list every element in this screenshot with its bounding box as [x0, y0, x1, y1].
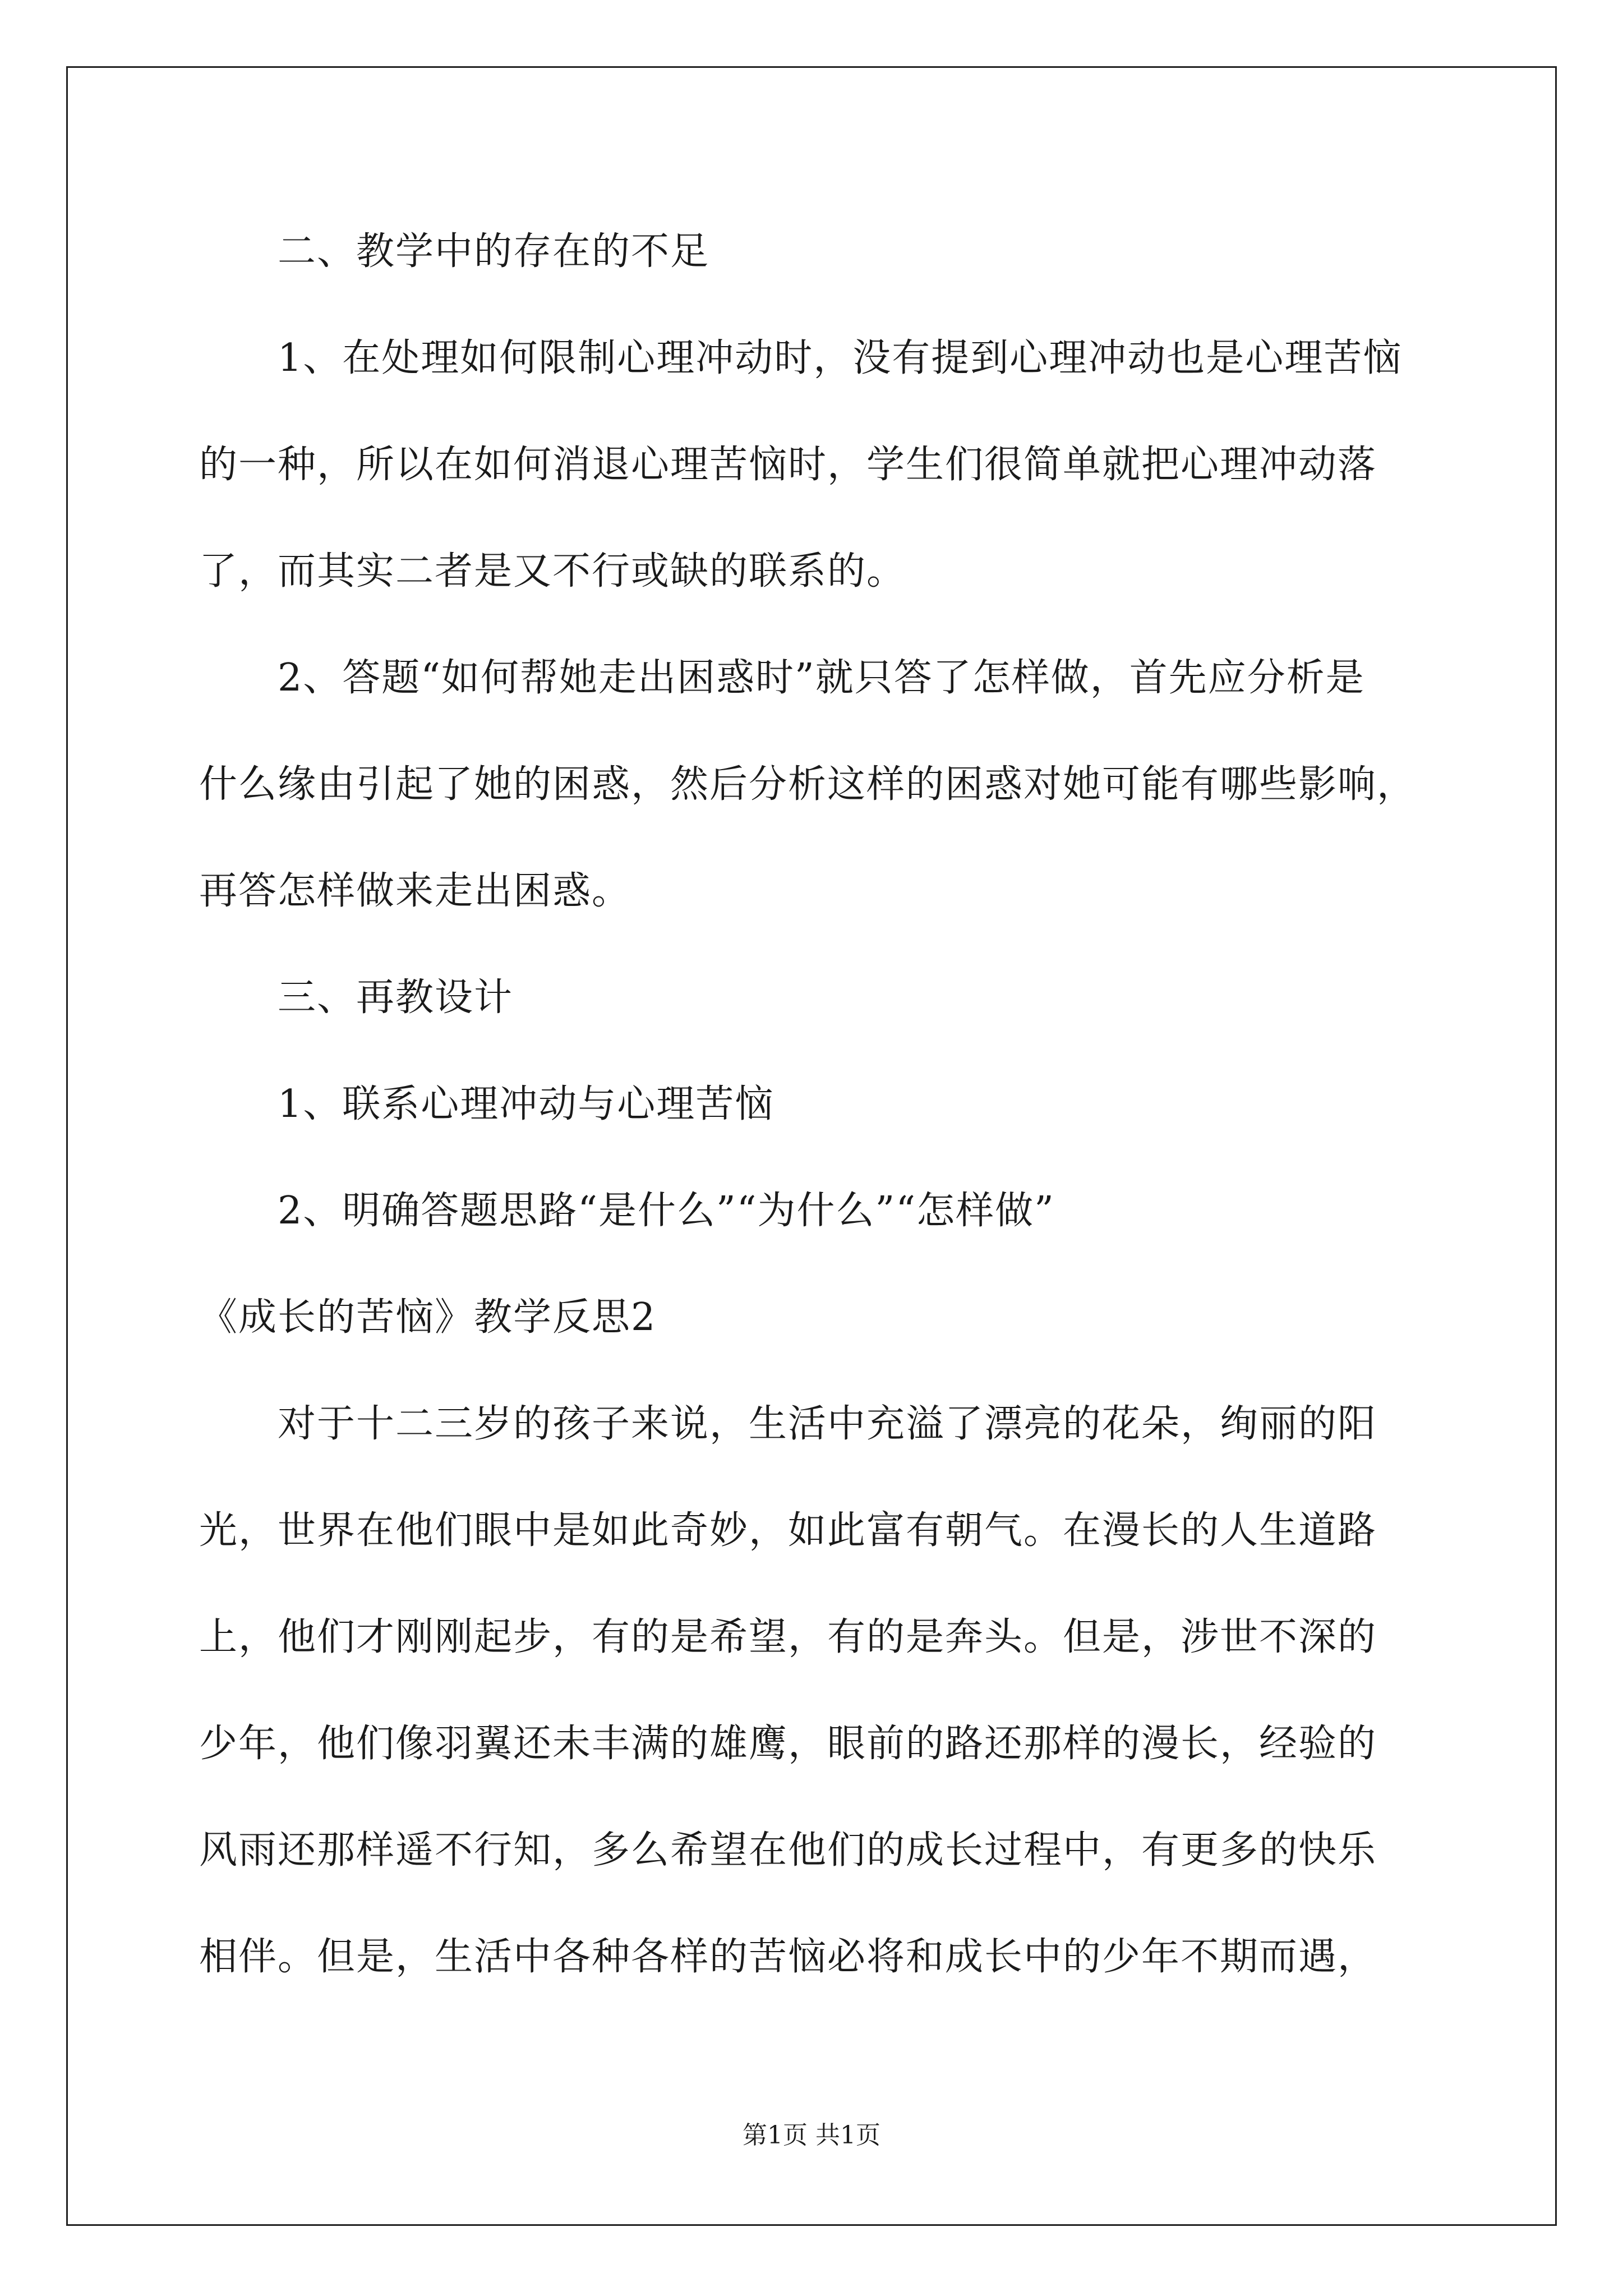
paragraph-line: 相伴。但是，生活中各种各样的苦恼必将和成长中的少年不期而遇，	[199, 1935, 1377, 1979]
paragraph-line: 再答怎样做来走出困惑。	[199, 869, 631, 913]
paragraph-line: 上，他们才刚刚起步，有的是希望，有的是奔头。但是，涉世不深的	[199, 1615, 1377, 1659]
paragraph-line: 少年，他们像羽翼还未丰满的雄鹰，眼前的路还那样的漫长，经验的	[199, 1722, 1377, 1766]
section-heading-3: 三、再教设计	[278, 976, 514, 1020]
paragraph-line: 对于十二三岁的孩子来说，生活中充溢了漂亮的花朵，绚丽的阳	[278, 1402, 1377, 1446]
page-footer: 第1页 共1页	[743, 2121, 880, 2150]
paragraph-line: 风雨还那样遥不行知，多么希望在他们的成长过程中，有更多的快乐	[199, 1828, 1377, 1872]
page-border	[66, 66, 1557, 2226]
paragraph-line: 2、答题“如何帮她走出困惑时”就只答了怎样做，首先应分析是	[278, 656, 1365, 700]
section-heading-2: 二、教学中的存在的不足	[278, 229, 710, 274]
paragraph-line: 的一种，所以在如何消退心理苦恼时，学生们很简单就把心理冲动落	[199, 443, 1377, 487]
article-title: 《成长的苦恼》教学反思2	[199, 1295, 657, 1340]
paragraph-line: 了，而其实二者是又不行或缺的联系的。	[199, 549, 906, 593]
paragraph-line: 2、明确答题思路“是什么”“为什么”“怎样做”	[278, 1189, 1055, 1233]
paragraph-line: 1、在处理如何限制心理冲动时，没有提到心理冲动也是心理苦恼	[278, 336, 1403, 380]
paragraph-line: 光，世界在他们眼中是如此奇妙，如此富有朝气。在漫长的人生道路	[199, 1508, 1377, 1553]
paragraph-line: 什么缘由引起了她的困惑，然后分析这样的困惑对她可能有哪些影响，	[199, 762, 1417, 807]
paragraph-line: 1、联系心理冲动与心理苦恼	[278, 1082, 774, 1126]
